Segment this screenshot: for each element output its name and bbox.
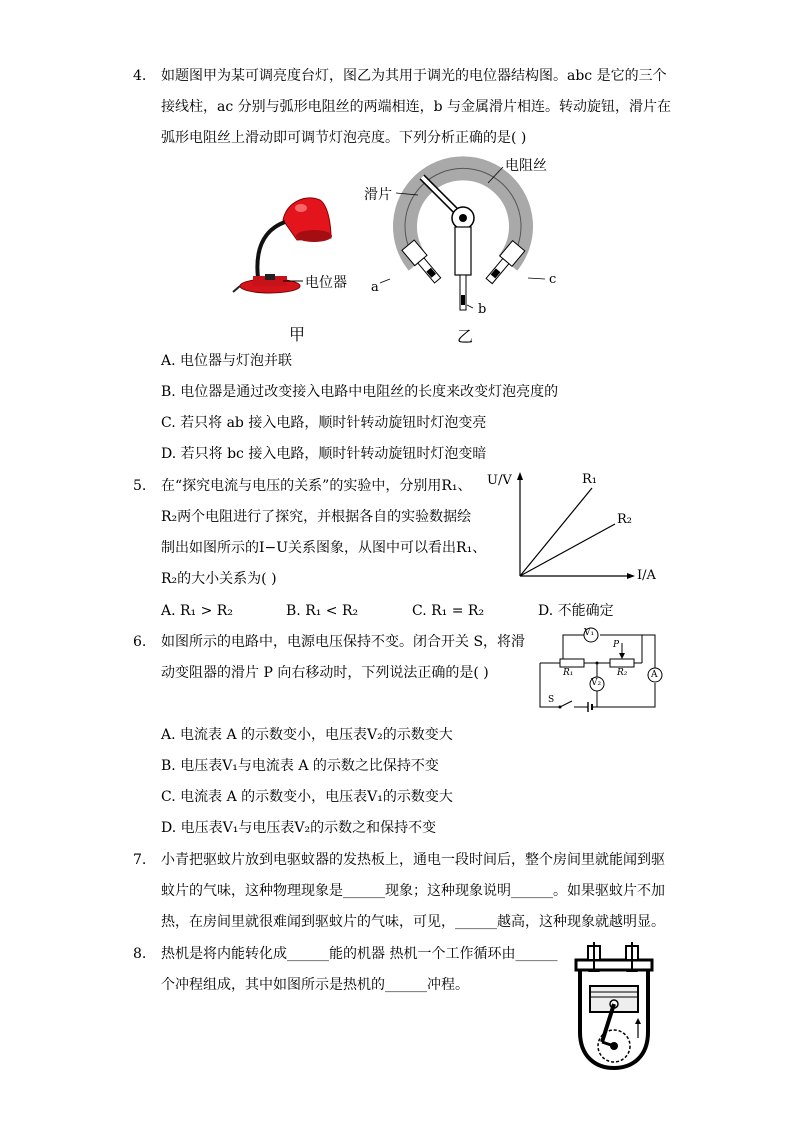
q4-option-d: D. 若只将 bc 接入电路，顺时针转动旋钮时灯泡变暗 [161,446,487,462]
q8-number: 8. [133,946,147,962]
q6-option-d: D. 电压表V₁与电压表V₂的示数之和保持不变 [161,820,437,836]
q5-line-4: R₂的大小关系为( ) [161,571,277,587]
y-axis-arrow [517,472,523,480]
figure-caption-jia: 甲 [289,325,306,344]
line-r1 [520,488,592,576]
q8-line-2: 个冲程组成，其中如图所示是热机的______冲程。 [161,977,469,993]
q4-number: 4. [133,68,147,84]
q5-option-a: A. R₁ > R₂ [161,603,233,619]
circuit-p-label: P [613,640,620,650]
q4-line-1: 如题图甲为某可调亮度台灯，图乙为其用于调光的电位器结构图。abc 是它的三个 [161,68,667,84]
engine-cylinder-figure [566,942,662,1072]
q6-option-a: A. 电流表 A 的示数变小，电压表V₂的示数变大 [161,727,453,743]
terminal-b-label: b [478,302,487,317]
circuit-ammeter-label: A [651,670,658,680]
y-axis-label: U/V [487,473,512,488]
terminal-a-label: a [371,280,379,295]
q4-line-2: 接线柱，ac 分别与弧形电阻丝的两端相连，b 与金属滑片相连。转动旋钮，滑片在 [161,99,672,115]
q4-option-a: A. 电位器与灯泡并联 [161,353,293,369]
circuit-r2-label: R₂ [617,668,628,678]
r1-line-label: R₁ [582,472,597,487]
circuit-r1-label: R₁ [563,668,574,678]
q4-option-b: B. 电位器是通过改变接入电路中电阻丝的长度来改变灯泡亮度的 [161,384,559,400]
circuit-v1-label: V₁ [584,628,595,638]
lamp-label: 电位器 [305,275,347,291]
q5-option-b: B. R₁ < R₂ [286,603,359,619]
terminal-c-label: c [549,272,557,287]
line-r2 [520,524,615,576]
q6-number: 6. [133,634,147,650]
q5-option-d: D. 不能确定 [538,603,614,619]
q6-line-2: 动变阻器的滑片 P 向右移动时，下列说法正确的是( ) [161,665,489,681]
wire-label: 电阻丝 [505,158,547,174]
iu-graph [485,470,660,590]
r2-line-label: R₂ [617,512,632,527]
q8-line-1: 热机是将内能转化成______能的机器 热机一个工作循环由______ [161,946,558,962]
q5-line-3: 制出如图所示的I−U关系图象，从图中可以看出R₁、 [161,540,487,556]
q7-number: 7. [133,852,147,868]
q5-option-c: C. R₁ = R₂ [412,603,485,619]
q5-line-2: R₂两个电阻进行了探究，并根据各自的实验数据绘 [161,509,472,525]
potentiometer-figure [360,155,570,330]
figure-caption-yi: 乙 [457,327,474,346]
q5-line-1: 在“探究电流与电压的关系”的实验中，分别用R₁、 [161,478,472,494]
q6-line-1: 如图所示的电路中，电源电压保持不变。闭合开关 S，将滑 [161,634,526,650]
circuit-v2-label: V₂ [591,678,602,688]
q7-line-1: 小青把驱蚊片放到电驱蚊器的发热板上，通电一段时间后，整个房间里就能闻到驱 [161,852,665,868]
circuit-switch-label: S [548,695,555,705]
q5-number: 5. [133,478,147,494]
q7-line-3: 热，在房间里就很难闻到驱蚊片的气味，可见，______越高，这种现象就越明显。 [161,914,665,930]
x-axis-arrow [627,573,635,579]
q6-option-b: B. 电压表V₁与电流表 A 的示数之比保持不变 [161,758,439,774]
q7-line-2: 蚊片的气味，这种物理现象是______现象；这种现象说明______。如果驱蚊片不加 [161,883,665,899]
q4-option-c: C. 若只将 ab 接入电路，顺时针转动旋钮时灯泡变亮 [161,415,487,431]
q6-option-c: C. 电流表 A 的示数变小，电压表V₁的示数变大 [161,789,453,805]
q4-line-3: 弧形电阻丝上滑动即可调节灯泡亮度。下列分析正确的是( ) [161,130,527,146]
slider-label: 滑片 [364,187,392,203]
x-axis-label: I/A [637,568,656,583]
